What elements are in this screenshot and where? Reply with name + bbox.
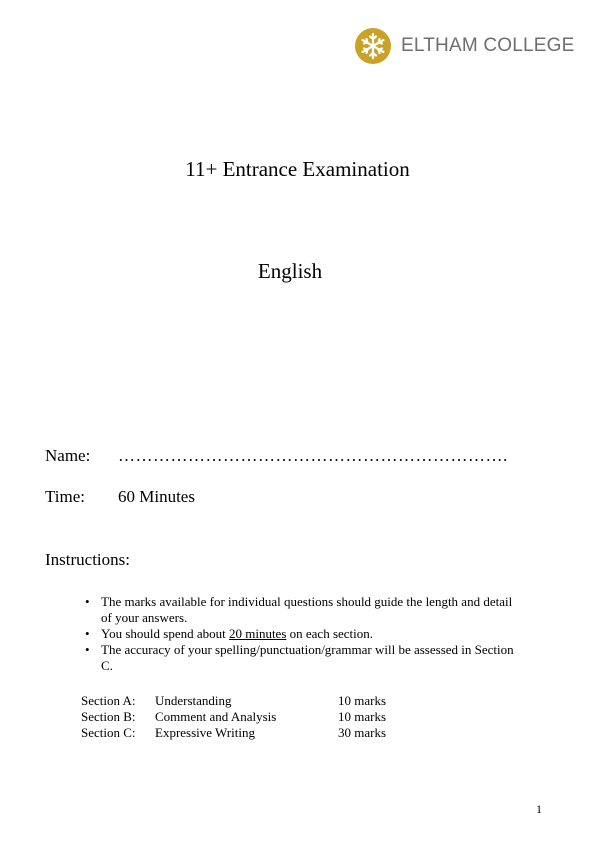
- section-name: Understanding: [155, 693, 232, 708]
- time-value: 60 Minutes: [118, 487, 195, 506]
- section-marks: 30 marks: [338, 725, 387, 740]
- page-number: 1: [536, 802, 542, 816]
- section-name: Expressive Writing: [155, 725, 255, 740]
- instruction-item: [85, 626, 525, 642]
- exam-subject: English: [257, 259, 323, 283]
- table-row: [81, 725, 386, 741]
- college-logo: [355, 28, 575, 64]
- name-label: Name:: [45, 446, 91, 465]
- sections-table: [81, 693, 386, 741]
- instruction-item: • The marks available for individual questions should guide the length and detail of your answers.: [85, 594, 525, 626]
- instruction-emphasis: 20 minutes: [228, 626, 287, 641]
- section-label: Section B:: [81, 709, 136, 724]
- section-label: Section A:: [81, 693, 136, 708]
- instruction-text: on each section.: [286, 626, 374, 641]
- section-name: Comment and Analysis: [155, 709, 277, 724]
- time-label: Time:: [45, 487, 86, 506]
- instructions-heading: Instructions:: [45, 550, 130, 569]
- section-marks: 10 marks: [338, 693, 387, 708]
- table-row: [81, 693, 386, 709]
- section-marks: 10 marks: [338, 709, 387, 724]
- name-field: ………………………………………………………….: [118, 446, 508, 465]
- exam-title: 11+ Entrance Examination: [185, 157, 410, 181]
- snowflake-logo-icon: [355, 28, 391, 64]
- logo-text: ELTHAM COLLEGE: [401, 35, 575, 56]
- instruction-text: You should spend about: [101, 626, 229, 641]
- instruction-item: • The accuracy of your spelling/punctuation/grammar will be assessed in Section C.: [85, 642, 525, 674]
- table-row: [81, 709, 386, 725]
- instructions-list: [85, 594, 525, 674]
- section-label: Section C:: [81, 725, 136, 740]
